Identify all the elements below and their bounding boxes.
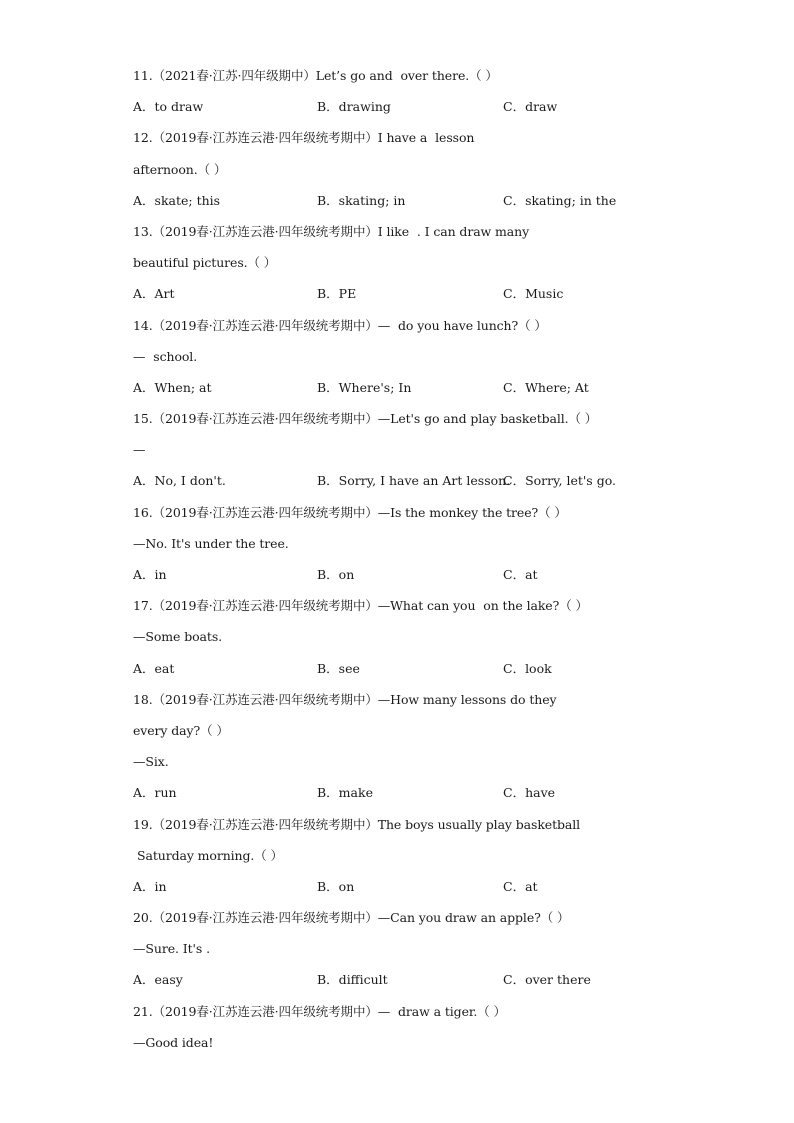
- answer-options: [133, 871, 693, 902]
- question-stem: [133, 216, 693, 247]
- question-stem-continued: [133, 434, 693, 465]
- question-text: 21.（2019春·江苏连云港·四年级统考期中）—: [133, 1003, 391, 1019]
- option-b[interactable]: B．PE: [317, 286, 357, 302]
- answer-options: [133, 777, 693, 808]
- question-text: 13.（2019春·江苏连云港·四年级统考期中）I like: [133, 223, 413, 239]
- option-b[interactable]: B．see: [317, 660, 360, 676]
- option-a[interactable]: A．easy: [133, 972, 183, 988]
- question-text: —Some boats.: [133, 629, 223, 645]
- question-q15: [133, 403, 693, 497]
- question-text: 16.（2019春·江苏连云港·四年级统考期中）—Is the monkey: [133, 504, 479, 520]
- question-stem: [133, 60, 693, 91]
- answer-options: [133, 91, 693, 122]
- question-text: 15.（2019春·江苏连云港·四年级统考期中）—Let's go and play basketball.（ ）: [133, 411, 598, 427]
- answer-options: [133, 964, 693, 995]
- question-stem: [133, 403, 693, 434]
- question-stem: [133, 902, 693, 933]
- option-c[interactable]: C．Sorry, let's go.: [503, 473, 616, 489]
- question-q20: [133, 902, 693, 996]
- answer-options: [133, 559, 693, 590]
- option-a[interactable]: A．eat: [133, 660, 175, 676]
- question-text: . I can draw many: [416, 223, 530, 239]
- question-text: 12.（2019春·江苏连云港·四年级统考期中）I have a: [133, 130, 432, 146]
- answer-options: [133, 653, 693, 684]
- question-stem-continued: [133, 621, 693, 652]
- question-stem-continued: [133, 528, 693, 559]
- option-c[interactable]: C．have: [503, 785, 556, 801]
- option-a[interactable]: A．to draw: [133, 99, 204, 115]
- question-text: 11.（2021春·江苏·四年级期中）Let’s go and: [133, 68, 397, 83]
- option-c[interactable]: C．skating; in the: [503, 192, 617, 208]
- question-text: afternoon.（ ）: [133, 161, 227, 177]
- question-text: 17.（2019春·江苏连云港·四年级统考期中）—What can you: [133, 598, 480, 614]
- question-text: —Sure. It's: [133, 941, 203, 957]
- question-text: 19.（2019春·江苏连云港·四年级统考期中）The boys usually play basketball: [133, 816, 581, 832]
- question-stem-continued: [133, 933, 693, 964]
- question-text: 14.（2019春·江苏连云港·四年级统考期中）—: [133, 317, 391, 333]
- question-stem-continued: [133, 341, 693, 372]
- option-a[interactable]: A．in: [133, 567, 167, 582]
- question-text: do you have lunch?（ ）: [394, 317, 547, 333]
- answer-options: [133, 465, 693, 496]
- option-c[interactable]: C．Music: [503, 286, 564, 302]
- option-b[interactable]: B．skating; in: [317, 192, 406, 208]
- option-b[interactable]: B．make: [317, 785, 373, 801]
- option-a[interactable]: A．Art: [133, 286, 175, 302]
- question-q17: [133, 590, 693, 684]
- question-text: —Good idea!: [133, 1034, 214, 1050]
- question-q21: [133, 996, 693, 1058]
- option-a[interactable]: A．No, I don't.: [133, 473, 226, 489]
- question-text: lesson: [435, 130, 475, 146]
- question-stem-continued: [133, 840, 693, 871]
- question-q13: [133, 216, 693, 310]
- question-text: Saturday morning.（ ）: [137, 847, 283, 863]
- answer-options: [133, 278, 693, 309]
- question-text: every day?（ ）: [133, 722, 229, 738]
- option-b[interactable]: B．on: [317, 567, 355, 582]
- question-q18: [133, 684, 693, 809]
- option-c[interactable]: C．Where; At: [503, 379, 589, 395]
- question-text: —Six.: [133, 754, 169, 770]
- option-b[interactable]: B．drawing: [317, 99, 391, 115]
- option-a[interactable]: A．run: [133, 785, 177, 801]
- question-text: —: [133, 442, 146, 458]
- question-stem-continued: [133, 1027, 693, 1058]
- question-text: on the lake?（ ）: [483, 598, 588, 614]
- question-text: beautiful pictures.（ ）: [133, 255, 277, 271]
- option-c[interactable]: C．at: [503, 878, 538, 894]
- question-text: over there.（ ）: [400, 68, 498, 83]
- question-stem-continued: [133, 715, 693, 746]
- question-q19: [133, 809, 693, 903]
- option-c[interactable]: C．over there: [503, 972, 591, 988]
- question-text: school.: [149, 348, 198, 364]
- question-text: —: [133, 348, 146, 364]
- question-stem: [133, 310, 693, 341]
- question-q14: [133, 310, 693, 404]
- question-stem: [133, 497, 693, 528]
- question-q11: [133, 60, 693, 122]
- option-c[interactable]: C．at: [503, 567, 538, 582]
- option-c[interactable]: C．look: [503, 660, 552, 676]
- question-q16: [133, 497, 693, 591]
- answer-options: [133, 372, 693, 403]
- option-c[interactable]: C．draw: [503, 99, 558, 115]
- option-b[interactable]: B．Where's; In: [317, 379, 412, 395]
- option-a[interactable]: A．When; at: [133, 379, 212, 395]
- question-q12: [133, 122, 693, 216]
- option-b[interactable]: B．difficult: [317, 972, 388, 988]
- question-text: the tree?（ ）: [482, 504, 567, 520]
- question-stem-continued: [133, 746, 693, 777]
- question-text: draw a tiger.（ ）: [394, 1003, 506, 1019]
- option-b[interactable]: B．on: [317, 878, 355, 894]
- question-stem: [133, 684, 693, 715]
- option-b[interactable]: B．Sorry, I have an Art lesson.: [317, 473, 511, 489]
- question-stem: [133, 996, 693, 1027]
- option-a[interactable]: A．in: [133, 878, 167, 894]
- question-stem: [133, 809, 693, 840]
- question-list: [133, 60, 693, 1058]
- option-a[interactable]: A．skate; this: [133, 192, 221, 208]
- question-text: —No. It's under the tree.: [133, 535, 289, 551]
- question-text: 20.（2019春·江苏连云港·四年级统考期中）—Can you draw an apple?（ ）: [133, 910, 570, 926]
- question-stem-continued: [133, 247, 693, 278]
- question-stem: [133, 590, 693, 621]
- answer-options: [133, 185, 693, 216]
- question-text: 18.（2019春·江苏连云港·四年级统考期中）—How many lessons do they: [133, 691, 557, 707]
- question-stem: [133, 122, 693, 153]
- question-text: .: [206, 941, 211, 957]
- question-stem-continued: [133, 154, 693, 185]
